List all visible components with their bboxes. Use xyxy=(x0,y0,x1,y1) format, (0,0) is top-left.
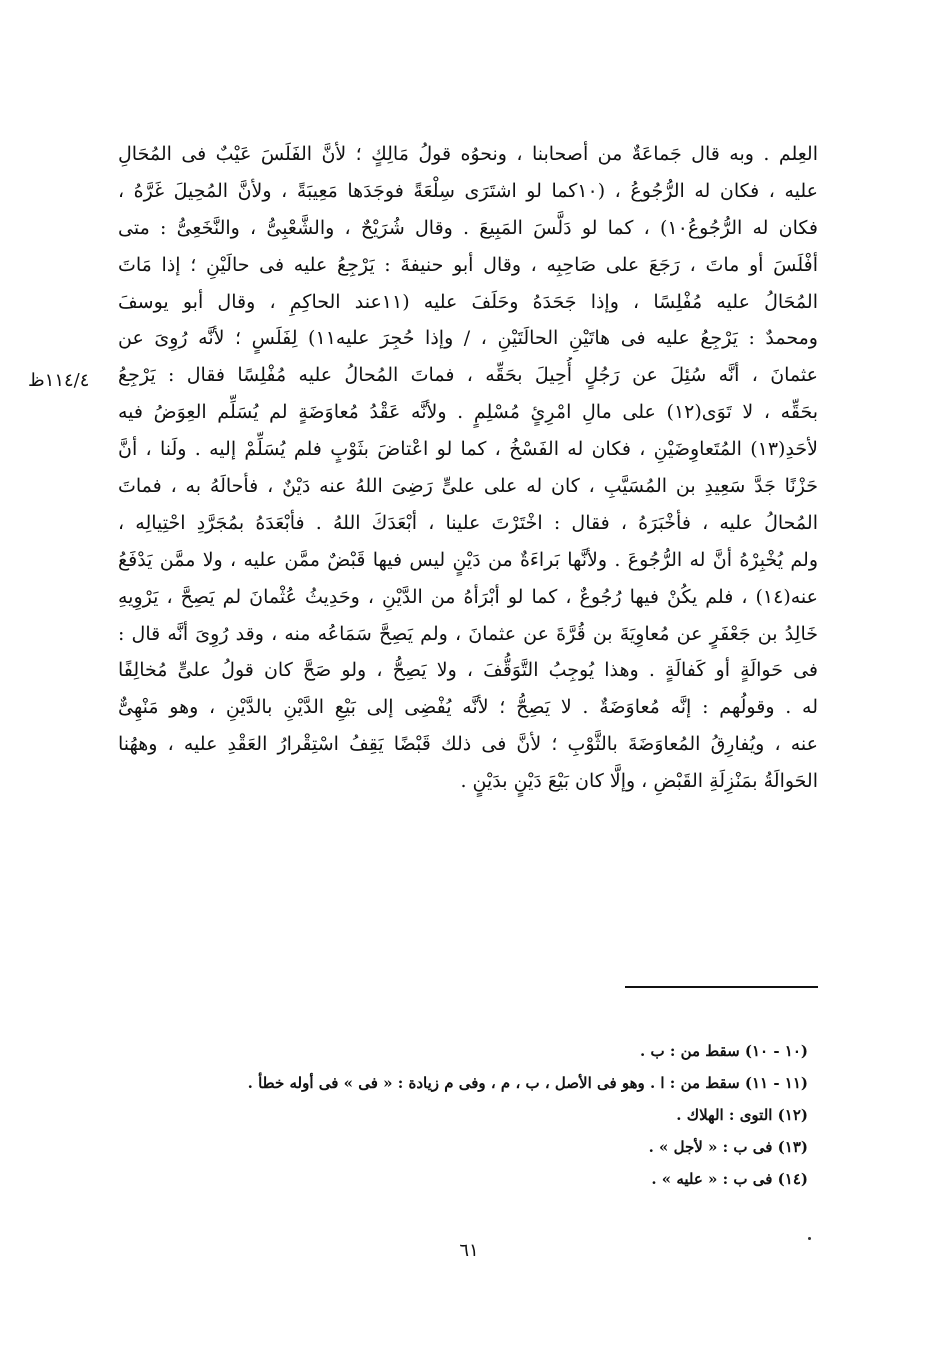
text-line: ولم يُخْبِرْهُ أنَّ له الرُّجُوعَ . ولأنَّها بَراءَةٌ من دَيْنٍ ليس فيها قَبْضٌ ممَّن عليه ، ولا ممَّن يَدْفَعُ xyxy=(118,548,818,571)
text-line: أفْلَسَ أو ماتَ ، رَجَعَ على صَاحِبِه ، وقال أبو حنيفةَ : يَرْجِعُ عليه فى حالَيْنِ ؛ إذا مَاتَ xyxy=(118,253,818,276)
text-line: ومحمدٌ : يَرْجِعُ عليه فى هاتَيْنِ الحالَتَيْنِ ، / وإذا حُجِرَ عليه١١) لِفَلَسٍ ؛ لأنَّه رُوِىَ عن xyxy=(118,327,818,350)
text-line: عليه ، فكان له الرُّجُوعُ ، (١٠كما لو اشتَرَى سِلْعَةً فوجَدَها مَعِيبَةً ، ولأنَّ المُحِيلَ غَرَّهُ ، xyxy=(118,179,818,202)
footnote-item: (١٤) فى ب : « عليه » . xyxy=(651,1170,808,1188)
footnotes-block xyxy=(118,1035,808,1195)
main-text-block xyxy=(118,136,818,800)
text-line: فى حَوالَةٍ أو كَفالَةٍ . وهذا يُوجِبُ التَّوَقُّفَ ، ولا يَصِحُّ ، ولو صَحَّ كان قولُ علىٍّ مُخالِفًا xyxy=(118,659,818,682)
footnote-item: (١٣) فى ب : « لأجل » . xyxy=(648,1138,808,1156)
text-line: الحَوالَةُ بمَنْزِلَةِ القَبْضِ ، وإلَّا كان بَيْعَ دَيْنٍ بدَيْنٍ . xyxy=(460,770,818,793)
text-line: خَالِدُ بن جَعْفَرٍ عن مُعاوِيَةَ بن قُرَّةَ عن عثمانَ ، ولم يَصِحَّ سَمَاعُه منه ، وقد رُوِىَ أنَّه قال : xyxy=(118,622,818,645)
margin-folio-note: ١١٤/٤ظ xyxy=(28,370,90,391)
footnote-item: (١١ - ١١) سقط من : ا . وهو فى الأصل ، ب ، م ، وفى م زيادة : « فى » فى أوله خطأ . xyxy=(247,1074,808,1092)
text-line: المُحالُ عليه ، فأخْبَرَهُ ، فقال : اخْتَرْتَ علينا ، أبْعَدَكَ اللهُ . فأبْعَدَهُ بمُجَرَّدِ احْتِيالِه ، xyxy=(118,511,818,534)
text-line: لأحَدِ(١٣) المُتَعاوِضَيْنِ ، فكان له الفَسْخُ ، كما لو اعْتاضَ بثَوْبٍ فلم يُسَلِّمْ إليه . ولَنا ، أنَّ xyxy=(118,438,818,461)
text-line: المُحَالُ عليه مُفْلِسًا ، وإذا جَحَدَهُ وحَلَفَ عليه (١١عند الحاكِمِ ، وقال أبو يوسفَ xyxy=(118,290,818,313)
text-line: عنه(١٤) ، فلم يكُنْ فيها رُجُوعٌ ، كما لو أبْرَأهُ من الدَّيْنِ ، وحَدِيثُ عُثْمانَ لم يَصِحَّ ، يَرْوِيهِ xyxy=(118,585,818,608)
footnote-item: (١٠ - ١٠) سقط من : ب . xyxy=(640,1042,808,1060)
text-line: فكان له الرُّجُوعُ١٠) ، كما لو دَلَّسَ المَبِيعَ . وقال شُرَيْحٌ ، والشَّعْبِىُّ ، والنَّخَعِىُّ : متى xyxy=(118,216,818,239)
text-line: العِلم . وبه قال جَماعَةٌ من أصحابنا ، ونحوُه قولُ مَالِكٍ ؛ لأنَّ الفَلَسَ عَيْبٌ فى المُحَالِ xyxy=(118,143,818,165)
text-line: بحَقِّه ، لا تَوَى(١٢) على مالِ امْرِئٍ مُسْلِمٍ . ولأنَّه عَقْدُ مُعاوَضَةٍ لم يُسَلِّم العِوَضُ فيه xyxy=(118,401,818,424)
text-line: له . وقولُهم : إنَّه مُعاوَضَةٌ . لا يَصِحُّ ؛ لأنَّه يُفْضِى إلى بَيْعِ الدَّيْنِ بالدَّيْنِ ، وهو مَنْهِىٌّ xyxy=(118,696,818,719)
text-line: عثمانَ ، أنَّه سُئِلَ عن رَجُلٍ أُحِيلَ بحَقِّه ، فماتَ المُحالُ عليه مُفْلِسًا فقال : يَرْجِعُ xyxy=(118,364,818,387)
text-line: عنه ، ويُفارِقُ المُعاوَضَةَ بالثَّوْبِ ؛ لأنَّ فى ذلك قَبْضًا يَقِفُ اسْتِقْرارُ العَقْدِ عليه ، وههُنا xyxy=(118,733,818,756)
footnote-divider xyxy=(625,986,818,988)
footnote-item: (١٢) التوى : الهلاك . xyxy=(676,1106,808,1124)
text-line: حَزْنًا جَدَّ سَعِيدِ بن المُسَيَّبِ ، كان له على علىٍّ رَضِىَ اللهُ عنه دَيْنٌ ، فأحالَهُ به ، فماتَ xyxy=(118,475,818,498)
page-number: ٦١ xyxy=(459,1240,479,1261)
